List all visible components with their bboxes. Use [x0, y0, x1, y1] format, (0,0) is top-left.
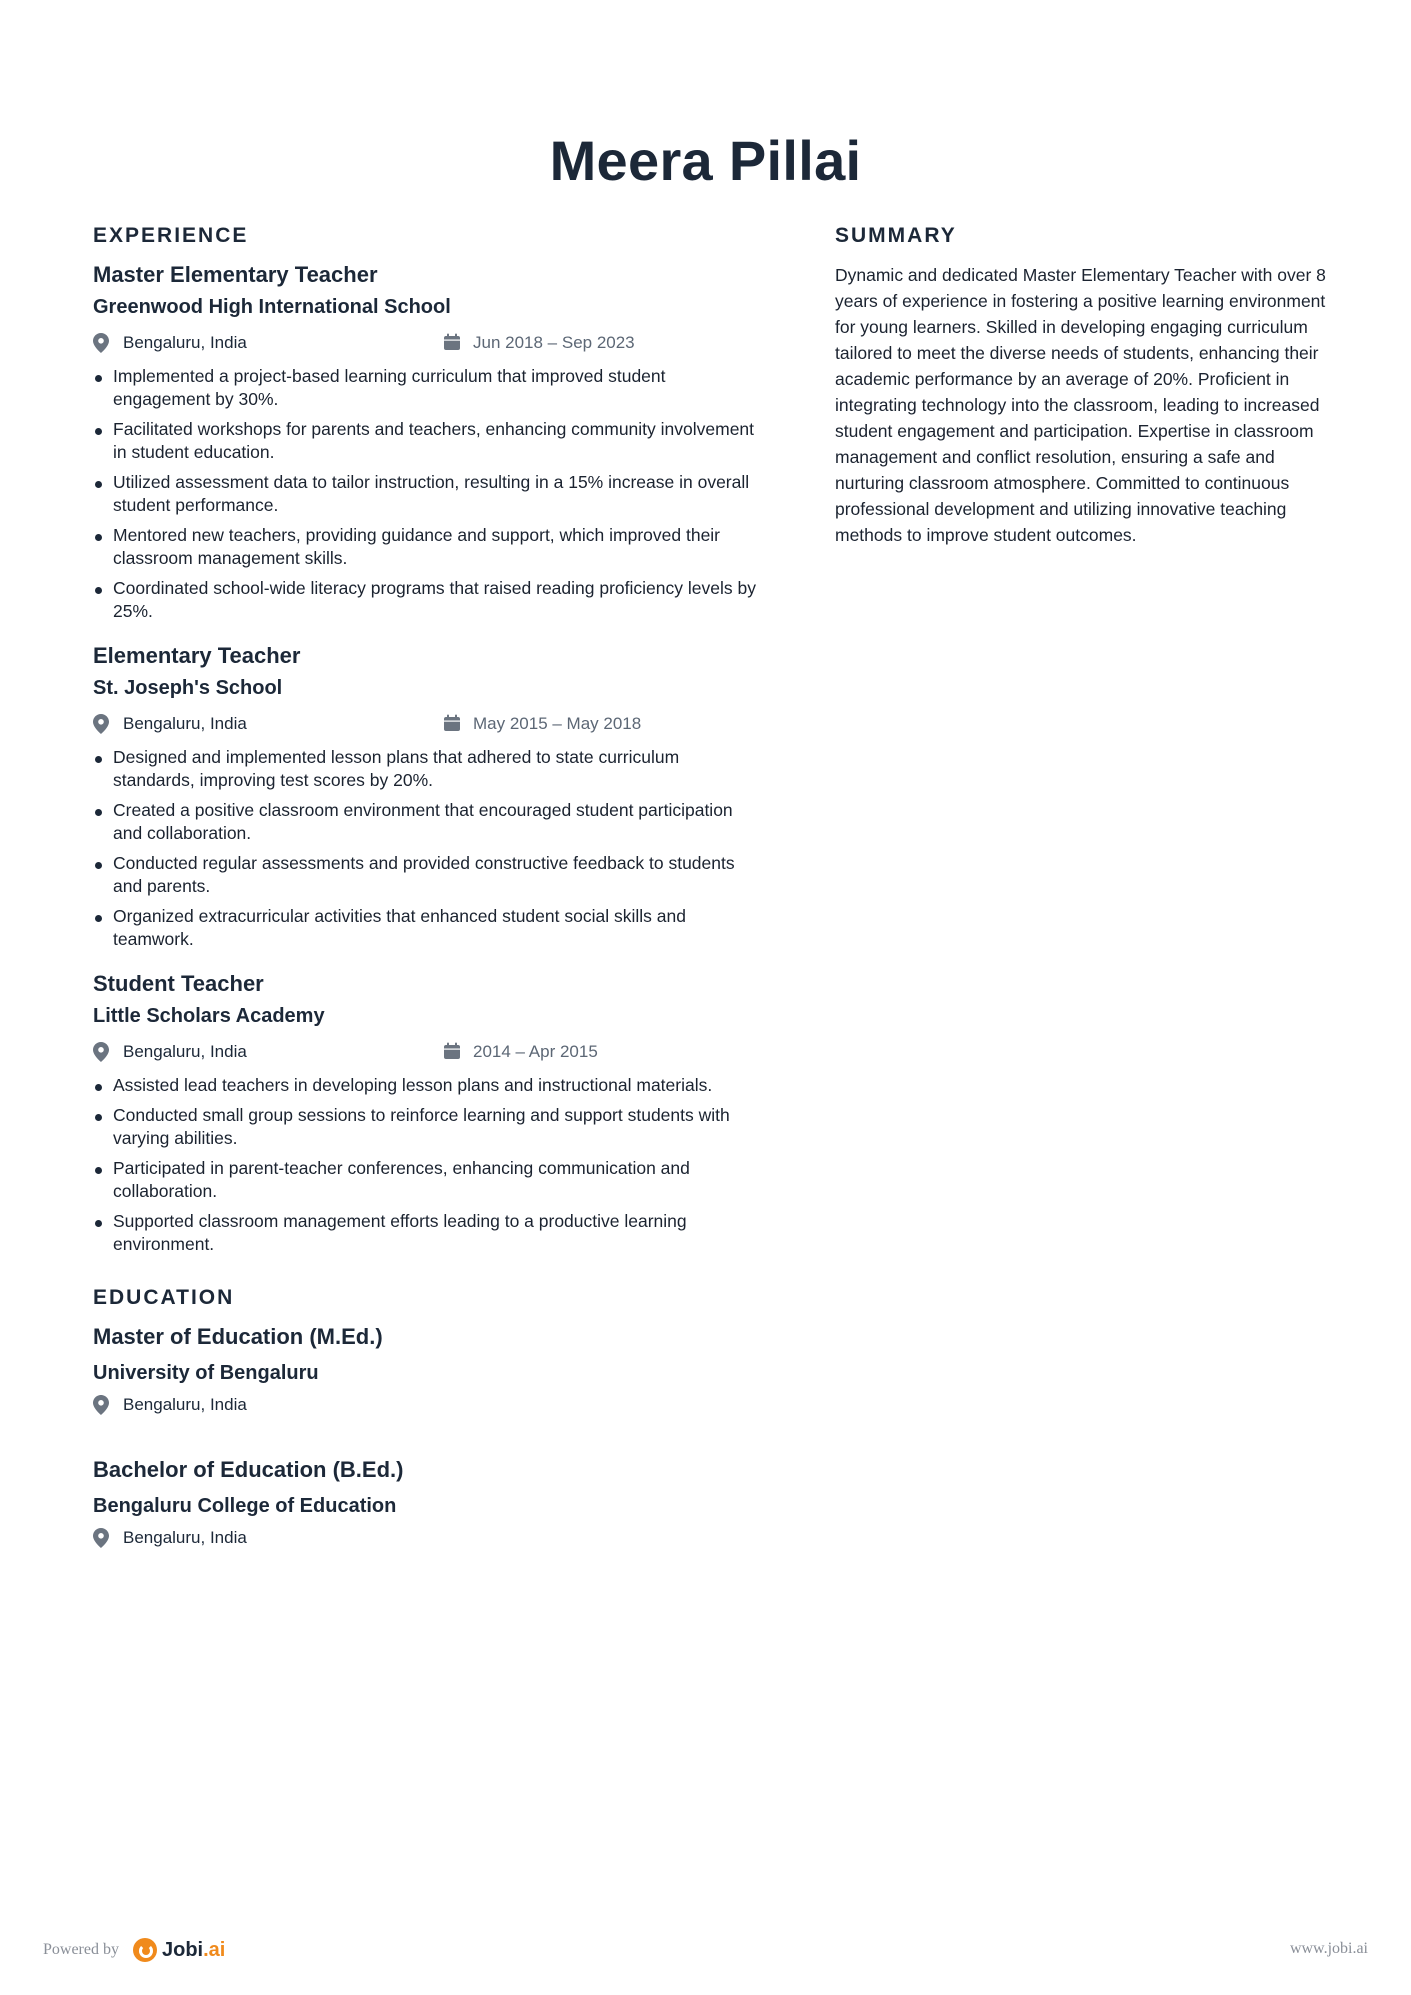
location-pin-icon [93, 1528, 113, 1548]
location-pin-icon [93, 714, 113, 734]
education-school: Bengaluru College of Education [93, 1495, 397, 1517]
job-dates [443, 333, 635, 353]
list-item: Coordinated school-wide literacy programs that raised reading proficiency levels by 25%. [93, 577, 763, 623]
job-meta [93, 714, 763, 740]
job-dates [443, 1042, 598, 1062]
job-dates [443, 714, 641, 734]
website-link[interactable]: www.jobi.ai [1289, 1940, 1368, 1957]
list-item: Participated in parent-teacher conferences, enhancing communication and collaboration. [93, 1157, 763, 1203]
list-item: Created a positive classroom environment that encouraged student participation and collaboration. [93, 799, 763, 845]
education-degree: Master of Education (M.Ed.) [93, 1324, 383, 1349]
job-entry [93, 262, 763, 623]
location-pin-icon [93, 1395, 113, 1415]
list-item: Designed and implemented lesson plans that adhered to state curriculum standards, improving test scores by 20%. [93, 746, 763, 792]
job-location [93, 333, 247, 353]
education-degree: Bachelor of Education (B.Ed.) [93, 1457, 404, 1482]
job-location [93, 1042, 247, 1062]
right-column [835, 224, 1335, 548]
job-title: Master Elementary Teacher [93, 262, 378, 287]
education-location-text: Bengaluru, India [123, 1528, 247, 1547]
logo-suffix: .ai [203, 1938, 226, 1961]
job-meta [93, 1042, 763, 1068]
location-pin-icon [93, 1042, 113, 1062]
education-school: University of Bengaluru [93, 1362, 319, 1384]
list-item: Mentored new teachers, providing guidance and support, which improved their classroom management skills. [93, 524, 763, 570]
education-entry [93, 1324, 763, 1421]
summary-heading: SUMMARY [835, 224, 957, 247]
location-pin-icon [93, 333, 113, 353]
job-bullets [93, 1074, 763, 1256]
list-item: Conducted regular assessments and provided constructive feedback to students and parents. [93, 852, 763, 898]
job-location-text: Bengaluru, India [123, 714, 247, 733]
education-location [93, 1528, 247, 1548]
job-entry [93, 643, 763, 951]
education-entry [93, 1457, 763, 1554]
job-title: Elementary Teacher [93, 643, 301, 668]
list-item: Utilized assessment data to tailor instruction, resulting in a 15% increase in overall student performance. [93, 471, 763, 517]
calendar-icon [443, 1042, 463, 1062]
powered-by-label: Powered by [43, 1941, 119, 1958]
experience-heading: EXPERIENCE [93, 224, 249, 247]
list-item: Supported classroom management efforts leading to a productive learning environment. [93, 1210, 763, 1256]
jobi-logo-icon [133, 1938, 157, 1962]
education-location-text: Bengaluru, India [123, 1395, 247, 1414]
job-entry [93, 971, 763, 1256]
calendar-icon [443, 333, 463, 353]
powered-by [43, 1938, 225, 1962]
job-dates-text: Jun 2018 – Sep 2023 [473, 333, 635, 352]
list-item: Organized extracurricular activities that enhanced student social skills and teamwork. [93, 905, 763, 951]
job-bullets [93, 365, 763, 623]
job-location-text: Bengaluru, India [123, 333, 247, 352]
job-dates-text: May 2015 – May 2018 [473, 714, 642, 733]
jobi-logo-text[interactable] [162, 1939, 225, 1962]
job-company: St. Joseph's School [93, 677, 283, 699]
list-item: Assisted lead teachers in developing lesson plans and instructional materials. [93, 1074, 763, 1097]
left-column [93, 224, 763, 1590]
job-dates-text: 2014 – Apr 2015 [473, 1042, 598, 1061]
job-location-text: Bengaluru, India [123, 1042, 247, 1061]
list-item: Facilitated workshops for parents and teachers, enhancing community involvement in student education. [93, 418, 763, 464]
candidate-name: Meera Pillai [549, 129, 862, 192]
job-company: Little Scholars Academy [93, 1005, 325, 1027]
education-meta [93, 1528, 763, 1554]
logo-main: Jobi [161, 1938, 204, 1961]
job-meta [93, 333, 763, 359]
list-item: Implemented a project-based learning curriculum that improved student engagement by 30%. [93, 365, 763, 411]
job-title: Student Teacher [93, 971, 264, 996]
job-location [93, 714, 247, 734]
calendar-icon [443, 714, 463, 734]
education-location [93, 1395, 247, 1415]
job-bullets [93, 746, 763, 951]
summary-text: Dynamic and dedicated Master Elementary Teacher with over 8 years of experience in fostering a positive learning environment for young learners. Skilled in developing engaging curriculum tailored to meet the diverse needs of students, enhancing their academic performance by an average of 20%. Proficient in integrating technology into the classroom, leading to increased student engagement and participation. Expertise in classroom management and conflict resolution, ensuring a safe and nurturing classroom atmosphere. Committed to continuous professional development and utilizing innovative teaching methods to improve student outcomes. [835, 265, 1326, 545]
education-heading: EDUCATION [93, 1286, 235, 1309]
education-meta [93, 1395, 763, 1421]
job-company: Greenwood High International School [93, 296, 451, 318]
list-item: Conducted small group sessions to reinforce learning and support students with varying abilities. [93, 1104, 763, 1150]
